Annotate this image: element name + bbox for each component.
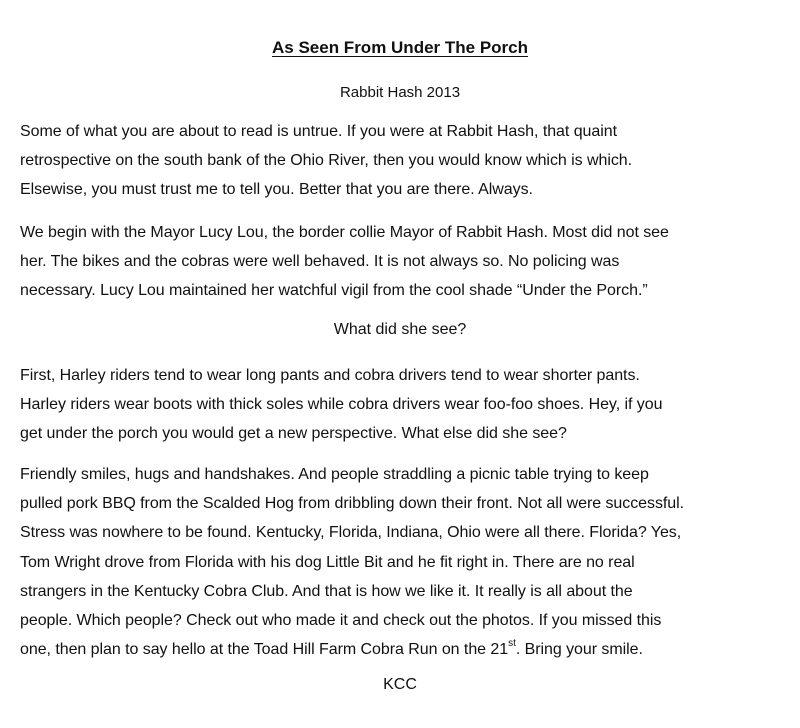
paragraph-line: people. Which people? Check out who made it and check out the photos. If you missed this: [20, 612, 662, 630]
paragraph-line: her. The bikes and the cobras were well behaved. It is not always so. No policing was: [20, 253, 620, 271]
paragraph-line: Stress was nowhere to be found. Kentucky, Florida, Indiana, Ohio were all there. Florida? Yes,: [20, 524, 682, 542]
last-line-text: one, then plan to say hello at the Toad Hill Farm Cobra Run on the 21: [20, 641, 509, 659]
ordinal-suffix: st: [508, 637, 516, 649]
paragraph-line: Harley riders wear boots with thick soles while cobra drivers wear foo-foo shoes. Hey, if you: [20, 396, 663, 414]
paragraph-intro: [20, 117, 790, 205]
document-title: As Seen From Under The Porch: [272, 38, 528, 57]
paragraph-line: Elsewise, you must trust me to tell you. Better that you are there. Always.: [20, 181, 533, 199]
paragraph-line: Friendly smiles, hugs and handshakes. And people straddling a picnic table trying to keep: [20, 466, 649, 483]
paragraph-line: First, Harley riders tend to wear long pants and cobra drivers tend to wear shorter pants.: [20, 367, 640, 384]
paragraph-line: Tom Wright drove from Florida with his dog Little Bit and he fit right in. There are no real: [20, 553, 635, 571]
last-line-end: . Bring your smile.: [515, 641, 643, 659]
paragraph-line: pulled pork BBQ from the Scalded Hog from dribbling down their front. Not all were successful.: [20, 495, 685, 513]
paragraph-last-line: [20, 635, 790, 664]
paragraph-line: strangers in the Kentucky Cobra Club. And that is how we like it. It really is all about the: [20, 582, 633, 600]
paragraph-friendly: [20, 460, 790, 664]
paragraph-line: Some of what you are about to read is untrue. If you were at Rabbit Hash, that quaint: [20, 123, 617, 140]
paragraph-riders: [20, 361, 790, 449]
paragraph-mayor: [20, 218, 790, 306]
paragraph-line: retrospective on the south bank of the Ohio River, then you would know which is which.: [20, 152, 633, 170]
paragraph-line: We begin with the Mayor Lucy Lou, the border collie Mayor of Rabbit Hash. Most did not see: [20, 224, 669, 241]
question-line: What did she see?: [333, 321, 467, 338]
paragraph-line: necessary. Lucy Lou maintained her watchful vigil from the cool shade “Under the Porch.”: [20, 282, 648, 300]
signature: KCC: [383, 676, 417, 693]
paragraph-line: get under the porch you would get a new perspective. What else did she see?: [20, 425, 567, 443]
document-subtitle: Rabbit Hash 2013: [339, 84, 461, 101]
